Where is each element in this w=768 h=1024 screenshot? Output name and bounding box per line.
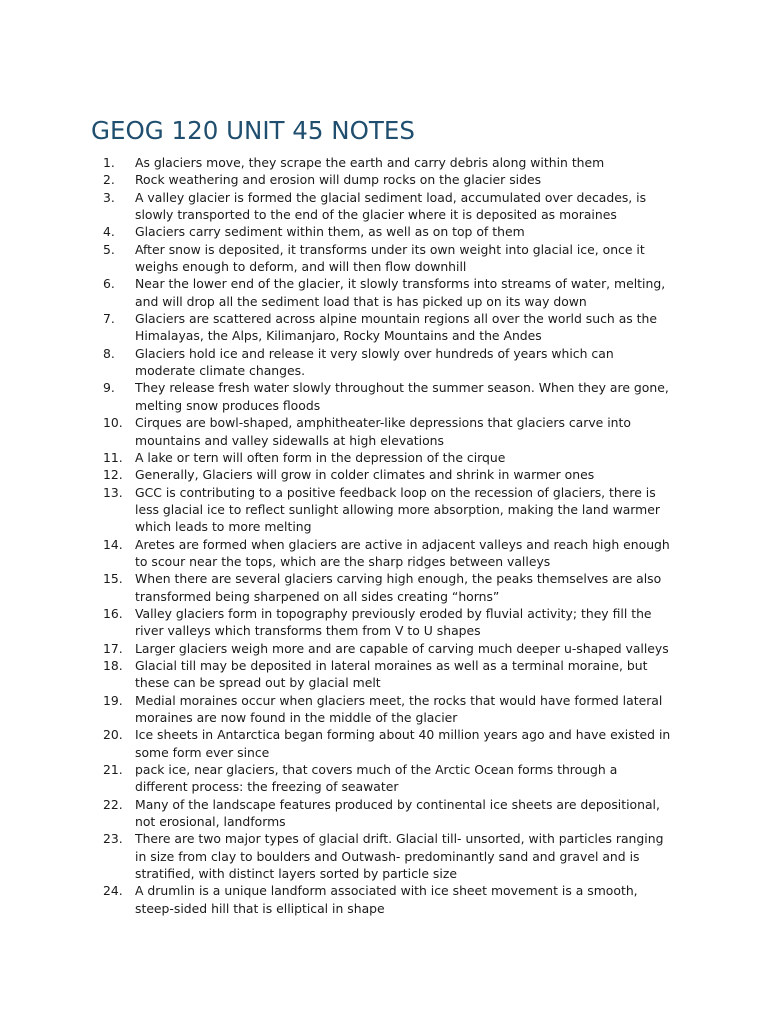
- note-number: 17.: [103, 640, 123, 656]
- note-number: 24.: [103, 883, 123, 899]
- note-text: [135, 761, 683, 796]
- note-text: [135, 223, 683, 240]
- note-number-cell: [91, 223, 135, 240]
- note-item: [91, 692, 683, 727]
- note-text-line: stratified, with distinct layers sorted by particle size: [135, 866, 457, 882]
- note-item: [91, 605, 683, 640]
- note-item: [91, 761, 683, 796]
- note-text: [135, 379, 683, 414]
- note-text-line: After snow is deposited, it transforms under its own weight into glacial ice, once it: [135, 241, 645, 257]
- note-number: 15.: [103, 571, 123, 587]
- note-number-cell: [91, 189, 135, 206]
- note-text-line: these can be spread out by glacial melt: [135, 675, 381, 691]
- note-item: [91, 449, 683, 466]
- note-text-line: As glaciers move, they scrape the earth and carry debris along within them: [135, 155, 605, 170]
- note-number: 11.: [103, 449, 123, 465]
- note-number-cell: [91, 154, 135, 171]
- note-item: [91, 223, 683, 240]
- note-text-line: Near the lower end of the glacier, it slowly transforms into streams of water, melting,: [135, 276, 666, 292]
- note-item: [91, 536, 683, 571]
- note-number: 18.: [103, 657, 123, 673]
- note-number: 4.: [103, 224, 115, 240]
- note-number-cell: [91, 570, 135, 587]
- note-text: [135, 796, 683, 831]
- note-text-line: They release fresh water slowly throughout the summer season. When they are gone,: [135, 380, 669, 396]
- note-number: 1.: [103, 155, 115, 170]
- note-number: 19.: [103, 692, 123, 708]
- note-item: [91, 570, 683, 605]
- note-text-line: not erosional, landforms: [135, 814, 286, 830]
- note-item: [91, 241, 683, 276]
- note-text-line: There are two major types of glacial drift. Glacial till- unsorted, with particles ranging: [135, 831, 664, 847]
- note-text-line: transformed being sharpened on all sides creating “horns”: [135, 588, 500, 604]
- note-number-cell: [91, 796, 135, 813]
- note-text-line: Many of the landscape features produced by continental ice sheets are depositional,: [135, 796, 660, 812]
- note-text: [135, 882, 683, 917]
- note-number-cell: [91, 726, 135, 743]
- note-text-line: Medial moraines occur when glaciers meet, the rocks that would have formed lateral: [135, 692, 663, 708]
- note-number: 5.: [103, 241, 115, 257]
- note-number-cell: [91, 466, 135, 483]
- note-item: [91, 310, 683, 345]
- note-text-line: A lake or tern will often form in the depression of the cirque: [135, 449, 506, 465]
- note-text-line: weighs enough to deform, and will then flow downhill: [135, 259, 467, 275]
- note-number: 2.: [103, 172, 115, 188]
- note-number: 23.: [103, 831, 123, 847]
- note-text-line: Larger glaciers weigh more and are capable of carving much deeper u-shaped valleys: [135, 640, 669, 656]
- note-item: [91, 657, 683, 692]
- note-number-cell: [91, 605, 135, 622]
- note-number-cell: [91, 640, 135, 657]
- note-item: [91, 640, 683, 657]
- note-text-line: A drumlin is a unique landform associated with ice sheet movement is a smooth,: [135, 883, 638, 899]
- note-text-line: which leads to more melting: [135, 519, 312, 535]
- note-item: [91, 466, 683, 483]
- note-text: [135, 640, 683, 657]
- note-number: 8.: [103, 345, 115, 361]
- note-number-cell: [91, 692, 135, 709]
- note-text: [135, 692, 683, 727]
- note-text-line: moraines are now found in the middle of the glacier: [135, 710, 458, 725]
- note-number-cell: [91, 414, 135, 431]
- note-item: [91, 796, 683, 831]
- document-title: GEOG 120 UNIT 45 NOTES: [91, 116, 415, 145]
- note-item: [91, 154, 683, 171]
- note-number: 7.: [103, 311, 115, 327]
- note-text: [135, 536, 683, 571]
- note-text-line: Valley glaciers form in topography previously eroded by fluvial activity; they fill the: [135, 605, 652, 621]
- note-item: [91, 882, 683, 917]
- note-item: [91, 484, 683, 536]
- note-item: [91, 345, 683, 380]
- note-item: [91, 379, 683, 414]
- note-number: 16.: [103, 605, 123, 621]
- note-text: [135, 657, 683, 692]
- note-text-line: Glaciers are scattered across alpine mountain regions all over the world such as the: [135, 311, 658, 327]
- note-text: [135, 726, 683, 761]
- note-text-line: different process: the freezing of seawater: [135, 779, 399, 795]
- note-text: [135, 154, 683, 171]
- note-text-line: Generally, Glaciers will grow in colder climates and shrink in warmer ones: [135, 467, 595, 483]
- note-item: [91, 171, 683, 188]
- note-text-line: Cirques are bowl-shaped, amphitheater-like depressions that glaciers carve into: [135, 415, 631, 431]
- note-number-cell: [91, 345, 135, 362]
- note-item: [91, 830, 683, 882]
- note-number: 12.: [103, 467, 123, 483]
- note-number-cell: [91, 310, 135, 327]
- note-text-line: Glaciers hold ice and release it very slowly over hundreds of years which can: [135, 345, 614, 361]
- note-text-line: and will drop all the sediment load that is has picked up on its way down: [135, 293, 587, 309]
- note-text-line: to scour near the tops, which are the sharp ridges between valleys: [135, 553, 551, 569]
- note-text: [135, 241, 683, 276]
- note-text-line: Himalayas, the Alps, Kilimanjaro, Rocky Mountains and the Andes: [135, 328, 542, 344]
- note-number-cell: [91, 379, 135, 396]
- note-text-line: slowly transported to the end of the glacier where it is deposited as moraines: [135, 207, 617, 223]
- note-number-cell: [91, 449, 135, 466]
- note-text-line: mountains and valley sidewalls at high elevations: [135, 432, 444, 448]
- note-text: [135, 310, 683, 345]
- note-text: [135, 171, 683, 188]
- note-text-line: Ice sheets in Antarctica began forming about 40 million years ago and have existed in: [135, 727, 671, 743]
- note-text: [135, 345, 683, 380]
- note-text-line: GCC is contributing to a positive feedback loop on the recession of glaciers, there is: [135, 484, 656, 500]
- note-item: [91, 275, 683, 310]
- note-number-cell: [91, 830, 135, 847]
- note-text: [135, 449, 683, 466]
- note-item: [91, 189, 683, 224]
- note-text-line: river valleys which transforms them from V to U shapes: [135, 623, 481, 639]
- note-text: [135, 484, 683, 536]
- note-text-line: Aretes are formed when glaciers are active in adjacent valleys and reach high enough: [135, 536, 670, 552]
- note-text: [135, 570, 683, 605]
- note-text-line: steep-sided hill that is elliptical in shape: [135, 900, 385, 916]
- note-text-line: A valley glacier is formed the glacial sediment load, accumulated over decades, is: [135, 189, 647, 205]
- note-text: [135, 414, 683, 449]
- note-number: 14.: [103, 536, 123, 552]
- note-number: 20.: [103, 727, 123, 743]
- note-text-line: melting snow produces floods: [135, 397, 321, 413]
- note-number: 10.: [103, 415, 123, 431]
- notes-list: [91, 154, 683, 917]
- note-text: [135, 466, 683, 483]
- note-text: [135, 830, 683, 882]
- note-text-line: Glaciers carry sediment within them, as well as on top of them: [135, 224, 525, 240]
- note-text: [135, 275, 683, 310]
- note-item: [91, 414, 683, 449]
- note-number-cell: [91, 882, 135, 899]
- note-text-line: less glacial ice to reflect sunlight allowing more absorption, making the land warmer: [135, 501, 660, 517]
- note-number: 22.: [103, 796, 123, 812]
- note-text: [135, 189, 683, 224]
- note-text-line: in size from clay to boulders and Outwash- predominantly sand and gravel and is: [135, 848, 640, 864]
- note-text-line: pack ice, near glaciers, that covers much of the Arctic Ocean forms through a: [135, 762, 618, 778]
- note-number-cell: [91, 536, 135, 553]
- note-number-cell: [91, 241, 135, 258]
- note-number: 13.: [103, 484, 123, 500]
- note-text-line: some form ever since: [135, 744, 270, 760]
- note-text-line: Glacial till may be deposited in lateral moraines as well as a terminal moraine, but: [135, 657, 648, 673]
- note-number: 21.: [103, 762, 123, 778]
- note-number: 3.: [103, 189, 115, 205]
- note-text-line: When there are several glaciers carving high enough, the peaks themselves are also: [135, 571, 662, 587]
- note-number: 9.: [103, 380, 115, 396]
- note-number-cell: [91, 171, 135, 188]
- note-number-cell: [91, 657, 135, 674]
- note-item: [91, 726, 683, 761]
- note-number: 6.: [103, 276, 115, 292]
- note-number-cell: [91, 761, 135, 778]
- note-text-line: Rock weathering and erosion will dump rocks on the glacier sides: [135, 172, 542, 188]
- note-number-cell: [91, 484, 135, 501]
- note-text: [135, 605, 683, 640]
- note-number-cell: [91, 275, 135, 292]
- note-text-line: moderate climate changes.: [135, 363, 306, 379]
